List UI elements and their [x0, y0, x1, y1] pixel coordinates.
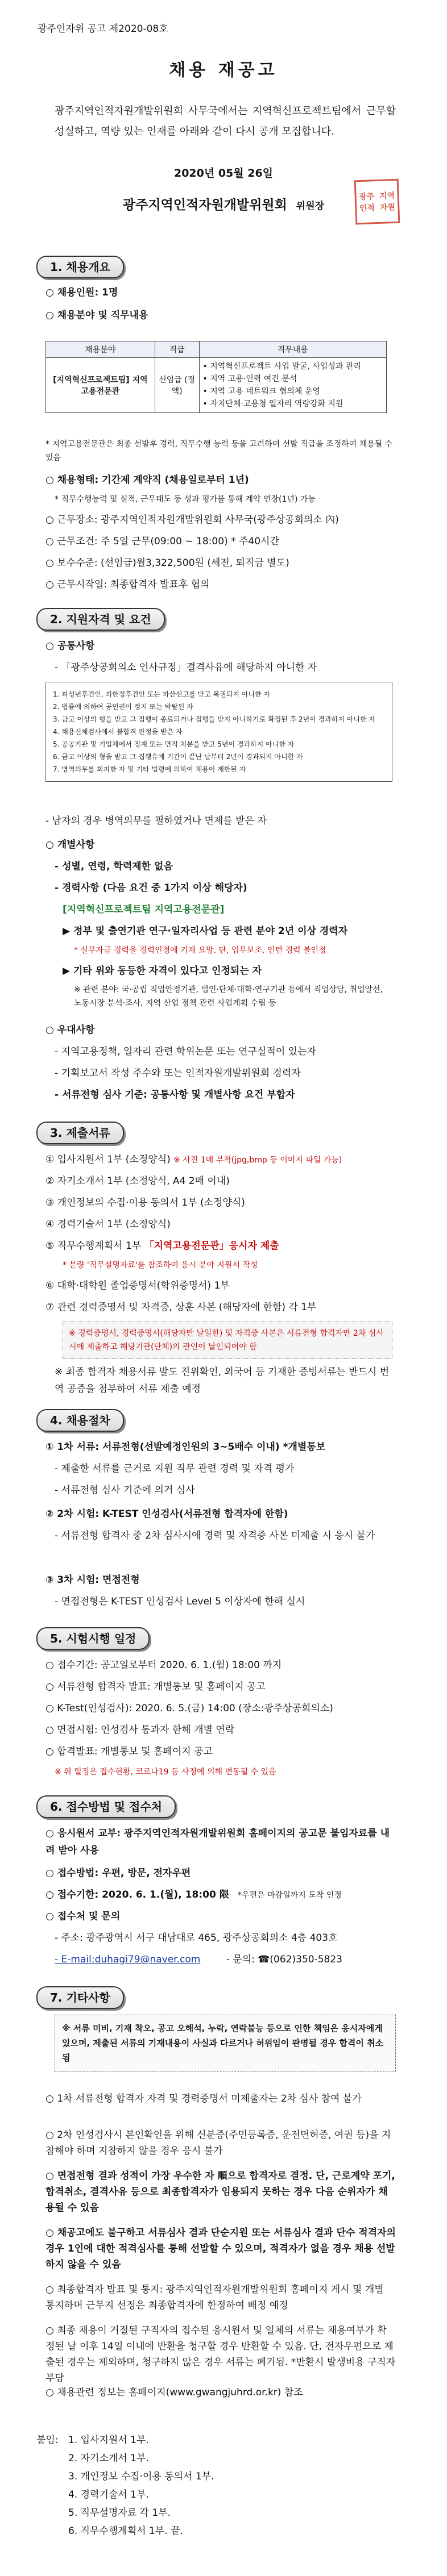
section-heading-qualification: 2. 지원자격 및 요건: [36, 608, 165, 631]
other-item: ○ 1차 서류전형 합격자 자격 및 경력증명서 미제출자는 2차 심사 참여 불가: [45, 2093, 362, 2104]
preference-item: - 기획보고서 작성 주수와 또는 인적자원개발위원회 경력자: [55, 1068, 301, 1079]
field-label: ○ 채용분야 및 직무내용: [45, 310, 148, 321]
common-requirements: ○ 공통사항: [45, 640, 95, 652]
individual-requirements: ○ 개별사항: [45, 839, 95, 851]
section-heading-procedure: 4. 채용절차: [36, 1409, 124, 1432]
other-item: ○ 채공고에도 불구하고 서류심사 결과 단순지원 또는 서류심사 결과 단수 적격자의 경우 1인에 대한 적격심사를 통해 선발할 수 있으며, 적격자가 없을 경우 채용 선발 하지 않을 수 있음: [45, 2227, 396, 2270]
other-item: ○ 2차 인성검사시 본인확인을 위해 신분증(주민등록증, 운전면허증, 여권 등)을 지참해야 하며 지참하지 않을 경우 응시 불가: [45, 2129, 391, 2157]
career-option-2-note: ※ 관련 분야: 국·공립 직업안정기관, 법인·단체·대학·연구기관 등에서 직업상담, 취업알선, 노동시장 분석·조사, 지역 산업 정책 관련 사업계획 수립 등: [74, 985, 383, 1008]
table-header: 채용분야: [46, 341, 155, 358]
screening-criteria: - 서류전형 심사 기준: 공통사항 및 개별사항 요건 부합자: [55, 1089, 295, 1101]
organization-title: 광주지역인적자원개발위원회: [122, 198, 287, 212]
contract-type: ○ 채용형태: 기간제 계약직 (채용일로부터 1년): [45, 474, 249, 486]
disqualification-item: 5. 공공기관 및 기업체에서 징계 또는 면직 처분을 받고 5년이 경과하지 아니한 자: [53, 740, 295, 748]
procedure-detail: - 면접전형은 K-TEST 인성검사 Level 5 이상자에 한해 실시: [55, 1596, 305, 1607]
preference-item: - 지역고용정책, 일자리 관련 학위논문 또는 연구실적이 있는자: [55, 1046, 316, 1057]
duty-item: • 지역 고용 네트워크 협의체 운영: [202, 387, 320, 396]
attachment-item: 5. 직무설명자료 각 1부.: [68, 2507, 171, 2519]
table-cell-field: [지역혁신프로젝트팀] 지역고용전문관: [46, 358, 155, 413]
work-hours: ○ 근무조건: 주 5일 근무(09:00 ~ 18:00) * 주40시간: [45, 536, 279, 547]
grade-note: * 지역고용전문관은 최종 선발후 경력, 직무수행 능력 등을 고려하여 선발 직급을 조정하여 채용될 수 있음: [45, 440, 393, 462]
table-header: 직급: [155, 341, 199, 358]
procedure-step-1: ① 1차 서류: 서류전형(선발예정인원의 3~5배수 이내) *개별통보: [45, 1441, 326, 1453]
application-method: ○ 접수방법: 우편, 방문, 전자우편: [45, 1868, 191, 1879]
work-place: ○ 근무장소: 광주지역인적자원개발위원회 사무국(광주상공회의소 內): [45, 514, 339, 526]
salary: ○ 보수수준: (선임급)월3,322,500원 (세전, 퇴직금 별도): [45, 557, 289, 569]
contact-phone: - 문의: ☎(062)350-5823: [226, 1954, 342, 1965]
schedule-item: ○ 합격발표: 개별통보 및 홈페이지 공고: [45, 1746, 213, 1757]
duty-item: • 지역 고용·인력 여건 분석: [202, 374, 297, 384]
table-cell-grade: 선임급 (정액): [155, 358, 199, 413]
target-position: [지역혁신프로젝트팀 지역고용전문관]: [63, 904, 225, 915]
other-item-homepage: ○ 채용관련 정보는 홈페이지(www.gwangjuhrd.or.kr) 참조: [45, 2387, 303, 2398]
procedure-detail: - 서류전형 심사 기준에 의거 심사: [55, 1485, 195, 1496]
procedure-detail: - 제출한 서류를 근거로 지원 직무 관련 경력 및 자격 평가: [55, 1463, 295, 1474]
section-heading-documents: 3. 제출서류: [36, 1122, 124, 1144]
duty-item: • 자치단체·고용청 일자리 역량강화 지원: [202, 399, 343, 409]
table-cell-duties: [199, 358, 386, 413]
military-requirement: - 남자의 경우 병역의무를 필하였거나 면제를 받은 자: [45, 815, 267, 827]
disqualification-item: 7. 병역의무를 회피한 자 및 기타 법령에 의하여 채용이 제한된 자: [53, 765, 246, 773]
schedule-item: ○ 접수기간: 공고일로부터 2020. 6. 1.(월) 18:00 까지: [45, 1660, 282, 1671]
contact-line: [55, 1951, 342, 1968]
disqualification-item: 2. 법률에 의하여 공민권이 정지 또는 박탈된 자: [53, 703, 193, 711]
certificate-note: ※ 경력증명서, 경력증명서(해당자만 날일한) 및 자격증 사본은 서류전형 합격자만 2차 심사시에 제출하고 해당기관(단체)의 관인이 날인되어야 함: [63, 1322, 392, 1359]
other-item: ○ 면접전형 결과 성적이 가장 우수한 자 順으로 합격자로 결정. 단, 근로계약 포기, 합격취소, 결격사유 등으로 최종합격자가 임용되지 못하는 경우 다음 순위자가 채용될 수 있음: [45, 2170, 395, 2214]
disqualification-item: 3. 금고 이상의 형을 받고 그 집행이 종료되거나 집행을 받지 아니하기로 확정된 후 2년이 경과하지 아니한 자: [53, 715, 375, 723]
schedule-note: ※ 위 일정은 접수현황, 코로나19 등 사정에 의해 변동될 수 있음: [55, 1768, 276, 1777]
career-requirement: - 경력사항 (다음 요건 중 1가지 이상 해당자): [55, 882, 247, 894]
schedule-item: ○ K-Test(인성검사): 2020. 6. 5.(금) 14:00 (장소:광주상공회의소): [45, 1703, 333, 1714]
common-requirements-detail: - 「광주상공회의소 인사규정」결격사유에 해당하지 아니한 자: [55, 662, 317, 673]
plan-submit-note: 「지역고용전문관」응시자 제출: [144, 1240, 279, 1252]
document-item: ⑥ 대학·대학원 졸업증명서(학위증명서) 1부: [45, 1280, 230, 1291]
plan-sub-note: * 분량 '직무설명자료'를 참조하여 응시 분야 지원서 작성: [63, 1261, 258, 1270]
no-restriction: - 성별, 연령, 학력제한 없음: [55, 861, 173, 872]
procedure-step-3: ③ 3차 시험: 면접전형: [45, 1574, 140, 1586]
contact-address: - 주소: 광주광역시 서구 대남대로 465, 광주상공회의소 4층 403호: [55, 1932, 338, 1944]
document-item: ⑦ 관련 경력증명서 및 자격증, 상훈 사본 (해당자에 한함) 각 1부: [45, 1302, 317, 1313]
procedure-detail: - 서류전형 합격자 중 2차 심사시에 경력 및 자격증 사본 미제출 시 응시 불가: [55, 1530, 375, 1541]
document-number: 광주인자위 공고 제2020-08호: [38, 23, 168, 35]
contract-note: * 직무수행능력 및 실적, 근무태도 등 성과 평가를 통해 계약 연장(1년) 가능: [55, 495, 316, 504]
section-heading-schedule: 5. 시험시행 일정: [36, 1627, 150, 1650]
schedule-item: ○ 서류전형 합격자 발표: 개별통보 및 홈페이지 공고: [45, 1681, 266, 1693]
disqualification-item: 6. 금고 이상의 형을 받고 그 집행유예 기간이 끝난 날부터 2년이 경과되지 아니한 자: [53, 753, 303, 761]
intro-paragraph: 광주지역인적자원개발위원회 사무국에서는 지역혁신프로젝트팀에서 근무할 성실하고, 역량 있는 인재를 아래와 같이 다시 공개 모집합니다.: [55, 105, 396, 137]
application-form: ○ 응시원서 교부: 광주지역인적자원개발위원회 홈페이지의 공고문 붙임자료를 내려 받아 사용: [45, 1828, 390, 1856]
attachment-item: 4. 경력기술서 1부.: [68, 2489, 149, 2500]
page-title: 채용 재공고: [169, 60, 278, 80]
application-deadline: ○ 접수기한: 2020. 6. 1.(월), 18:00 限 *우편은 마감일까지 도착 인정: [45, 1889, 342, 1900]
photo-note: ※ 사진 1매 부착(jpg,bmp 등 이미지 파일 가능): [173, 1156, 342, 1165]
contact-heading: ○ 접수처 및 문의: [45, 1911, 121, 1922]
duty-item: • 지역혁신프로젝트 사업 발굴, 사업성과 관리: [202, 362, 361, 371]
other-item: ○ 최종 채용이 거절된 구직자의 접수된 응시원서 및 일체의 서류는 채용여부가 확정된 날 이후 14일 이내에 반환을 청구할 경우 반환할 수 있음. 단, 전자우편으로 제출된 경우는 제외하며, 청구하지 않은 경우 서류는 폐기됨. *반환시 발생비용 구직자 부담: [45, 2325, 396, 2384]
deadline-note: *우편은 마감일까지 도착 인정: [238, 1891, 342, 1900]
document-item: ④ 경력기술서 1부 (소정양식): [45, 1219, 171, 1230]
other-item: ○ 최종합격자 발표 및 통지: 광주지역인적자원개발위원회 홈페이지 게시 및 개별 통지하며 근무지 선정은 최종합격자에 한정하여 배정 예정: [45, 2284, 384, 2311]
procedure-step-2: ② 2차 시험: K-TEST 인성검사(서류전형 합격자에 한함): [45, 1508, 288, 1520]
attachments-label: 붙임:: [36, 2435, 59, 2446]
headcount: ○ 채용인원: 1명: [45, 287, 118, 298]
section-heading-overview: 1. 채용개요: [36, 256, 124, 278]
career-option-1-note: * 실무자급 경력을 경력인정에 기재 요망. 단, 업무보조, 인턴 경력 불인정: [74, 946, 326, 955]
start-date: ○ 근무시작일: 최종합격자 발표후 협의: [45, 579, 210, 590]
section-heading-other: 7. 기타사항: [36, 1986, 124, 2009]
career-option-2: ▶ 기타 위와 동등한 자격이 있다고 인정되는 자: [63, 965, 262, 977]
attachment-item: 6. 직무수행계획서 1부. 끝.: [68, 2525, 183, 2537]
liability-notice: ※ 서류 미비, 기재 착오, 공고 오해석, 누락, 연락불능 등으로 인한 책임은 응시자에게 있으며, 제출된 서류의 기재내용이 사실과 다르거나 허위임이 판명될 경우 합격이 취소됨: [55, 2015, 396, 2071]
announcement-date: 2020년 05월 26일: [173, 167, 274, 180]
career-option-1: ▶ 정부 및 출연기관 연구·일자리사업 등 관련 분야 2년 이상 경력자: [63, 926, 348, 937]
attachment-item: 1. 입사지원서 1부.: [68, 2435, 149, 2446]
official-seal: 광주 지역 인적 자원: [354, 179, 400, 225]
document-item: ⑤ 직무수행계획서 1부 「지역고용전문관」응시자 제출: [45, 1240, 279, 1252]
table-header: 직무내용: [199, 341, 386, 358]
document-item: ② 자기소개서 1부 (소정양식, A4 2매 이내): [45, 1176, 230, 1187]
attachment-item: 2. 자기소개서 1부.: [68, 2453, 149, 2464]
section-heading-application: 6. 접수방법 및 접수처: [36, 1795, 176, 1818]
document-item: ③ 개인정보의 수집·이용 동의서 1부 (소정양식): [45, 1197, 245, 1208]
disqualification-box: [45, 682, 392, 782]
organization-suffix: 위원장: [296, 201, 325, 212]
disqualification-item: 1. 피성년후견인, 피한정후견인 또는 파산선고를 받고 복권되지 아니한 자: [53, 690, 270, 698]
preferences: ○ 우대사항: [45, 1024, 95, 1036]
attachment-item: 3. 개인정보 수집·이용 동의서 1부.: [68, 2471, 214, 2482]
contact-email-link[interactable]: - E-mail:duhagi79@naver.com: [55, 1954, 201, 1965]
document-item: ① 입사지원서 1부 (소정양식) ※ 사진 1매 부착(jpg,bmp 등 이미지 파일 가능): [45, 1154, 342, 1165]
foreign-document-note: ※ 최종 합격자 채용서류 발도 진위확인, 외국어 등 기재한 증빙서류는 반드시 번역 공증을 첨부하여 서류 제출 예정: [55, 1366, 390, 1395]
job-duty-table: [45, 341, 387, 413]
schedule-item: ○ 면접시험: 인성검사 통과자 한해 개별 연락: [45, 1724, 235, 1736]
disqualification-item: 4. 채용신체검사에서 불합격 판정을 받은 자: [53, 728, 183, 736]
